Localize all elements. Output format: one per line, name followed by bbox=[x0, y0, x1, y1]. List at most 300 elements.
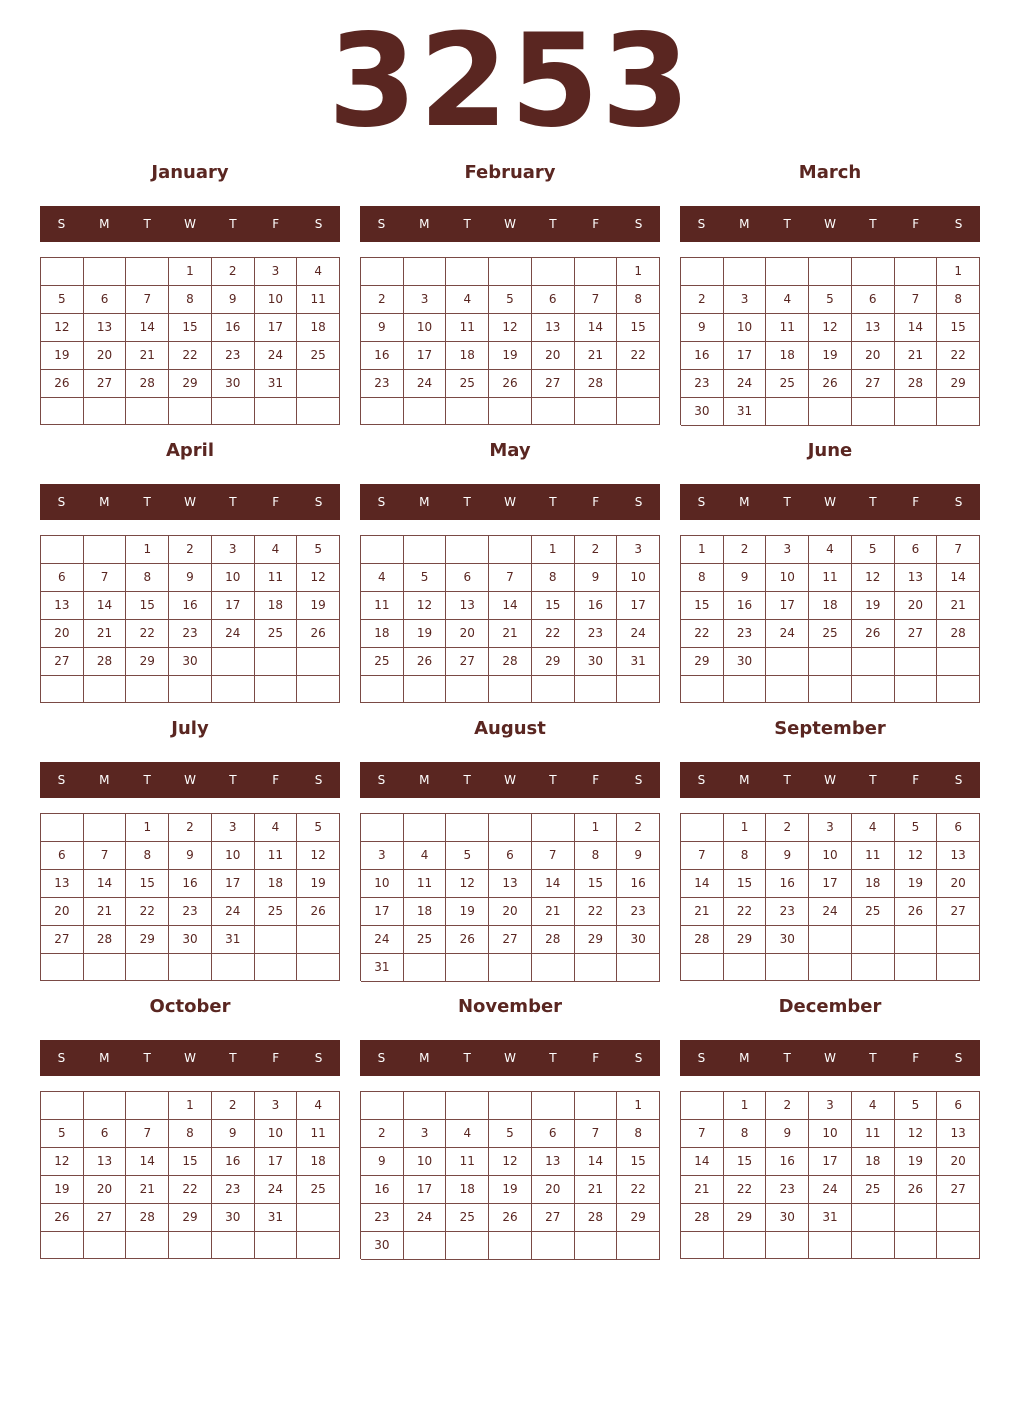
day-cell: 17 bbox=[404, 1176, 447, 1204]
day-cell: 30 bbox=[212, 1204, 255, 1232]
day-cell bbox=[255, 648, 298, 676]
day-cell: 28 bbox=[84, 648, 127, 676]
day-cell bbox=[212, 648, 255, 676]
day-cell: 14 bbox=[895, 314, 938, 342]
weekday-header bbox=[680, 484, 980, 520]
day-cell: 30 bbox=[766, 926, 809, 954]
weekday-label: M bbox=[739, 1051, 750, 1065]
day-cell: 18 bbox=[404, 898, 447, 926]
day-cell bbox=[724, 954, 767, 981]
day-cell bbox=[84, 954, 127, 981]
weekday-label: F bbox=[912, 773, 920, 787]
day-cell: 20 bbox=[532, 342, 575, 370]
day-cell: 23 bbox=[212, 342, 255, 370]
day-cell: 9 bbox=[361, 314, 404, 342]
day-cell: 13 bbox=[937, 1120, 980, 1148]
day-cell: 29 bbox=[126, 648, 169, 676]
day-cell: 7 bbox=[126, 286, 169, 314]
day-cell: 20 bbox=[446, 620, 489, 648]
day-cell bbox=[404, 1232, 447, 1260]
day-cell: 7 bbox=[84, 842, 127, 870]
day-cell: 14 bbox=[575, 314, 618, 342]
day-cell bbox=[766, 954, 809, 981]
weekday-label: T bbox=[869, 217, 877, 231]
day-cell: 26 bbox=[809, 370, 852, 398]
weekday-label: M bbox=[419, 495, 430, 509]
day-cell bbox=[895, 648, 938, 676]
day-cell: 29 bbox=[617, 1204, 660, 1232]
day-cell bbox=[532, 258, 575, 286]
day-cell: 20 bbox=[895, 592, 938, 620]
day-cell bbox=[937, 926, 980, 954]
day-cell bbox=[404, 814, 447, 842]
weekday-label: S bbox=[954, 495, 963, 509]
day-cell bbox=[255, 1232, 298, 1259]
day-cell: 17 bbox=[361, 898, 404, 926]
day-cell: 20 bbox=[41, 898, 84, 926]
day-cell bbox=[297, 648, 340, 676]
day-cell: 1 bbox=[617, 258, 660, 286]
weekday-label: F bbox=[272, 773, 280, 787]
day-cell: 2 bbox=[169, 814, 212, 842]
weekday-label: S bbox=[954, 773, 963, 787]
day-grid bbox=[680, 813, 980, 981]
weekday-label: S bbox=[697, 773, 706, 787]
day-cell bbox=[852, 258, 895, 286]
day-cell: 20 bbox=[532, 1176, 575, 1204]
day-cell: 5 bbox=[895, 1092, 938, 1120]
day-cell: 13 bbox=[84, 314, 127, 342]
weekday-label: W bbox=[824, 773, 836, 787]
weekday-header bbox=[360, 484, 660, 520]
day-cell bbox=[126, 676, 169, 703]
day-cell: 14 bbox=[126, 314, 169, 342]
day-cell: 13 bbox=[41, 592, 84, 620]
day-cell: 26 bbox=[489, 1204, 532, 1232]
weekday-label: F bbox=[592, 217, 600, 231]
day-cell bbox=[126, 954, 169, 981]
day-cell bbox=[681, 258, 724, 286]
day-cell: 10 bbox=[255, 1120, 298, 1148]
day-cell bbox=[297, 926, 340, 954]
day-cell bbox=[297, 1232, 340, 1259]
day-cell bbox=[361, 1092, 404, 1120]
weekday-label: F bbox=[912, 495, 920, 509]
day-cell bbox=[937, 676, 980, 703]
day-cell bbox=[766, 258, 809, 286]
day-cell: 5 bbox=[41, 1120, 84, 1148]
day-cell: 19 bbox=[446, 898, 489, 926]
day-cell bbox=[361, 536, 404, 564]
weekday-label: W bbox=[504, 217, 516, 231]
day-cell bbox=[489, 814, 532, 842]
day-cell: 29 bbox=[937, 370, 980, 398]
weekday-label: F bbox=[592, 495, 600, 509]
day-cell bbox=[575, 676, 618, 703]
day-cell: 26 bbox=[446, 926, 489, 954]
day-cell: 23 bbox=[575, 620, 618, 648]
day-cell bbox=[681, 676, 724, 703]
day-cell: 9 bbox=[361, 1148, 404, 1176]
day-cell: 19 bbox=[852, 592, 895, 620]
day-cell: 18 bbox=[255, 870, 298, 898]
weekday-label: S bbox=[697, 217, 706, 231]
day-cell: 24 bbox=[255, 1176, 298, 1204]
day-cell: 8 bbox=[532, 564, 575, 592]
day-cell: 18 bbox=[361, 620, 404, 648]
day-cell: 28 bbox=[895, 370, 938, 398]
month-name: May bbox=[489, 440, 531, 461]
day-cell bbox=[575, 398, 618, 425]
day-cell: 11 bbox=[852, 842, 895, 870]
day-cell bbox=[681, 954, 724, 981]
day-cell: 3 bbox=[255, 1092, 298, 1120]
day-cell bbox=[297, 398, 340, 425]
weekday-label: T bbox=[783, 1051, 791, 1065]
day-cell: 18 bbox=[446, 1176, 489, 1204]
day-cell bbox=[895, 398, 938, 426]
weekday-label: S bbox=[57, 217, 66, 231]
day-cell: 30 bbox=[212, 370, 255, 398]
day-cell: 2 bbox=[575, 536, 618, 564]
day-cell: 22 bbox=[617, 342, 660, 370]
day-cell: 25 bbox=[255, 898, 298, 926]
day-cell bbox=[809, 1232, 852, 1259]
day-cell: 24 bbox=[404, 1204, 447, 1232]
day-cell: 29 bbox=[575, 926, 618, 954]
day-cell bbox=[489, 954, 532, 982]
day-cell bbox=[617, 370, 660, 398]
day-cell: 4 bbox=[255, 814, 298, 842]
weekday-label: T bbox=[869, 1051, 877, 1065]
day-cell bbox=[681, 814, 724, 842]
day-cell: 25 bbox=[361, 648, 404, 676]
day-cell: 19 bbox=[297, 592, 340, 620]
day-cell bbox=[895, 258, 938, 286]
day-cell: 29 bbox=[126, 926, 169, 954]
day-cell: 6 bbox=[937, 814, 980, 842]
day-cell: 4 bbox=[809, 536, 852, 564]
day-cell bbox=[489, 1092, 532, 1120]
day-cell: 28 bbox=[126, 370, 169, 398]
weekday-header bbox=[40, 484, 340, 520]
day-cell bbox=[895, 1232, 938, 1259]
day-cell bbox=[809, 648, 852, 676]
day-cell bbox=[212, 398, 255, 425]
day-cell bbox=[404, 954, 447, 982]
day-cell bbox=[297, 676, 340, 703]
day-cell: 6 bbox=[41, 842, 84, 870]
day-cell: 17 bbox=[212, 592, 255, 620]
day-cell: 6 bbox=[446, 564, 489, 592]
weekday-label: T bbox=[549, 217, 557, 231]
day-cell: 27 bbox=[895, 620, 938, 648]
day-cell: 19 bbox=[297, 870, 340, 898]
day-cell: 22 bbox=[575, 898, 618, 926]
day-cell bbox=[937, 954, 980, 981]
day-cell: 14 bbox=[126, 1148, 169, 1176]
day-cell: 25 bbox=[255, 620, 298, 648]
day-cell: 12 bbox=[41, 1148, 84, 1176]
weekday-label: T bbox=[549, 1051, 557, 1065]
day-cell: 31 bbox=[809, 1204, 852, 1232]
weekday-label: S bbox=[314, 1051, 323, 1065]
month-name: April bbox=[165, 440, 215, 461]
day-cell: 6 bbox=[532, 286, 575, 314]
day-cell: 28 bbox=[126, 1204, 169, 1232]
day-cell: 2 bbox=[724, 536, 767, 564]
weekday-label: S bbox=[377, 773, 386, 787]
day-cell bbox=[212, 1232, 255, 1259]
day-cell: 13 bbox=[852, 314, 895, 342]
day-cell: 17 bbox=[255, 314, 298, 342]
day-cell: 31 bbox=[255, 1204, 298, 1232]
day-cell bbox=[681, 1092, 724, 1120]
day-cell bbox=[575, 1092, 618, 1120]
weekday-label: M bbox=[419, 773, 430, 787]
day-cell: 22 bbox=[681, 620, 724, 648]
day-grid bbox=[680, 1091, 980, 1259]
day-cell: 22 bbox=[169, 1176, 212, 1204]
weekday-label: F bbox=[592, 1051, 600, 1065]
day-cell: 29 bbox=[532, 648, 575, 676]
day-cell: 12 bbox=[852, 564, 895, 592]
day-cell: 12 bbox=[404, 592, 447, 620]
day-cell: 30 bbox=[169, 648, 212, 676]
day-cell bbox=[41, 676, 84, 703]
day-cell: 11 bbox=[404, 870, 447, 898]
day-cell: 2 bbox=[617, 814, 660, 842]
day-cell: 2 bbox=[681, 286, 724, 314]
day-cell: 12 bbox=[489, 1148, 532, 1176]
day-cell: 6 bbox=[489, 842, 532, 870]
day-cell: 9 bbox=[617, 842, 660, 870]
weekday-label: M bbox=[99, 1051, 110, 1065]
day-cell: 21 bbox=[575, 1176, 618, 1204]
day-cell: 16 bbox=[681, 342, 724, 370]
day-cell: 12 bbox=[297, 564, 340, 592]
day-cell: 21 bbox=[126, 1176, 169, 1204]
day-cell: 8 bbox=[617, 286, 660, 314]
day-cell: 14 bbox=[937, 564, 980, 592]
day-cell: 7 bbox=[895, 286, 938, 314]
day-cell: 26 bbox=[852, 620, 895, 648]
day-cell bbox=[404, 676, 447, 703]
day-cell: 16 bbox=[617, 870, 660, 898]
day-cell: 16 bbox=[724, 592, 767, 620]
weekday-label: T bbox=[549, 773, 557, 787]
day-cell bbox=[297, 1204, 340, 1232]
weekday-header bbox=[360, 1040, 660, 1076]
day-cell bbox=[809, 258, 852, 286]
day-cell: 2 bbox=[212, 1092, 255, 1120]
day-cell: 7 bbox=[575, 286, 618, 314]
day-cell: 5 bbox=[41, 286, 84, 314]
day-cell: 25 bbox=[404, 926, 447, 954]
day-cell bbox=[489, 258, 532, 286]
day-cell: 8 bbox=[126, 842, 169, 870]
day-cell: 27 bbox=[852, 370, 895, 398]
weekday-label: W bbox=[184, 217, 196, 231]
weekday-label: T bbox=[783, 217, 791, 231]
day-cell: 30 bbox=[575, 648, 618, 676]
day-cell: 7 bbox=[681, 1120, 724, 1148]
day-cell: 2 bbox=[766, 814, 809, 842]
day-cell: 25 bbox=[446, 1204, 489, 1232]
day-cell: 22 bbox=[937, 342, 980, 370]
day-cell: 29 bbox=[681, 648, 724, 676]
day-cell: 27 bbox=[41, 648, 84, 676]
day-cell: 12 bbox=[895, 1120, 938, 1148]
day-cell: 22 bbox=[724, 1176, 767, 1204]
day-cell: 3 bbox=[724, 286, 767, 314]
day-grid bbox=[360, 813, 660, 981]
weekday-label: F bbox=[592, 773, 600, 787]
weekday-label: F bbox=[912, 1051, 920, 1065]
weekday-label: F bbox=[272, 217, 280, 231]
weekday-label: S bbox=[57, 1051, 66, 1065]
day-cell: 15 bbox=[126, 870, 169, 898]
day-cell: 26 bbox=[404, 648, 447, 676]
day-cell bbox=[617, 1232, 660, 1260]
day-grid bbox=[40, 535, 340, 703]
day-cell bbox=[126, 1232, 169, 1259]
day-cell bbox=[532, 1092, 575, 1120]
day-cell: 4 bbox=[852, 814, 895, 842]
day-cell: 25 bbox=[809, 620, 852, 648]
day-cell: 16 bbox=[361, 342, 404, 370]
day-cell: 12 bbox=[895, 842, 938, 870]
day-cell: 8 bbox=[724, 1120, 767, 1148]
day-cell: 1 bbox=[724, 1092, 767, 1120]
day-cell: 27 bbox=[937, 898, 980, 926]
day-cell: 18 bbox=[809, 592, 852, 620]
day-cell: 25 bbox=[852, 898, 895, 926]
day-cell: 14 bbox=[84, 592, 127, 620]
weekday-label: T bbox=[869, 773, 877, 787]
month-name: December bbox=[778, 996, 882, 1017]
day-cell: 23 bbox=[724, 620, 767, 648]
day-cell: 26 bbox=[895, 1176, 938, 1204]
day-cell: 17 bbox=[212, 870, 255, 898]
day-cell bbox=[169, 676, 212, 703]
day-cell bbox=[724, 676, 767, 703]
day-cell: 26 bbox=[895, 898, 938, 926]
day-cell bbox=[41, 1092, 84, 1120]
day-cell: 19 bbox=[489, 342, 532, 370]
day-cell: 10 bbox=[809, 1120, 852, 1148]
weekday-label: W bbox=[824, 495, 836, 509]
day-cell: 8 bbox=[724, 842, 767, 870]
day-cell: 9 bbox=[169, 842, 212, 870]
day-cell bbox=[212, 676, 255, 703]
day-cell: 4 bbox=[766, 286, 809, 314]
day-grid bbox=[680, 257, 980, 425]
day-cell: 9 bbox=[169, 564, 212, 592]
day-cell: 10 bbox=[361, 870, 404, 898]
weekday-label: S bbox=[377, 217, 386, 231]
weekday-label: T bbox=[143, 495, 151, 509]
day-cell: 7 bbox=[575, 1120, 618, 1148]
weekday-label: S bbox=[634, 217, 643, 231]
weekday-label: M bbox=[739, 495, 750, 509]
day-cell bbox=[489, 676, 532, 703]
day-cell: 15 bbox=[169, 314, 212, 342]
weekday-label: W bbox=[824, 1051, 836, 1065]
day-cell: 15 bbox=[575, 870, 618, 898]
day-cell: 12 bbox=[489, 314, 532, 342]
weekday-label: T bbox=[143, 773, 151, 787]
day-grid bbox=[360, 1091, 660, 1259]
month-name: July bbox=[171, 718, 209, 739]
day-cell: 23 bbox=[361, 1204, 404, 1232]
day-cell bbox=[404, 1092, 447, 1120]
month-name: September bbox=[774, 718, 886, 739]
day-cell: 9 bbox=[212, 1120, 255, 1148]
day-cell: 11 bbox=[766, 314, 809, 342]
weekday-label: S bbox=[954, 217, 963, 231]
day-cell bbox=[361, 814, 404, 842]
day-cell: 4 bbox=[446, 286, 489, 314]
day-cell bbox=[84, 1092, 127, 1120]
weekday-label: S bbox=[314, 773, 323, 787]
weekday-label: S bbox=[697, 1051, 706, 1065]
day-cell: 23 bbox=[766, 898, 809, 926]
day-grid bbox=[360, 535, 660, 703]
day-cell bbox=[404, 398, 447, 425]
day-cell: 20 bbox=[489, 898, 532, 926]
weekday-label: T bbox=[143, 217, 151, 231]
day-cell bbox=[41, 398, 84, 425]
day-cell: 27 bbox=[532, 370, 575, 398]
day-cell: 24 bbox=[809, 898, 852, 926]
day-cell: 1 bbox=[169, 1092, 212, 1120]
day-cell: 8 bbox=[617, 1120, 660, 1148]
day-cell: 17 bbox=[766, 592, 809, 620]
day-cell: 2 bbox=[361, 1120, 404, 1148]
day-cell: 18 bbox=[255, 592, 298, 620]
weekday-label: S bbox=[57, 495, 66, 509]
day-cell: 13 bbox=[895, 564, 938, 592]
day-cell: 21 bbox=[937, 592, 980, 620]
day-cell: 30 bbox=[617, 926, 660, 954]
day-cell: 10 bbox=[404, 314, 447, 342]
day-cell: 17 bbox=[724, 342, 767, 370]
day-cell bbox=[404, 536, 447, 564]
day-cell: 15 bbox=[937, 314, 980, 342]
day-cell: 3 bbox=[617, 536, 660, 564]
weekday-label: T bbox=[463, 495, 471, 509]
day-cell: 2 bbox=[169, 536, 212, 564]
day-cell: 30 bbox=[681, 398, 724, 426]
day-cell: 3 bbox=[809, 1092, 852, 1120]
day-cell: 11 bbox=[255, 564, 298, 592]
day-cell: 10 bbox=[212, 842, 255, 870]
month-name: June bbox=[807, 440, 853, 461]
day-cell: 10 bbox=[809, 842, 852, 870]
day-cell: 18 bbox=[297, 314, 340, 342]
month-name: February bbox=[464, 162, 556, 183]
day-cell: 16 bbox=[766, 1148, 809, 1176]
day-cell: 21 bbox=[489, 620, 532, 648]
day-cell bbox=[361, 676, 404, 703]
month-name: November bbox=[457, 996, 563, 1017]
weekday-label: T bbox=[229, 495, 237, 509]
day-cell: 13 bbox=[41, 870, 84, 898]
day-cell: 25 bbox=[297, 1176, 340, 1204]
day-cell: 21 bbox=[681, 1176, 724, 1204]
day-cell: 27 bbox=[41, 926, 84, 954]
